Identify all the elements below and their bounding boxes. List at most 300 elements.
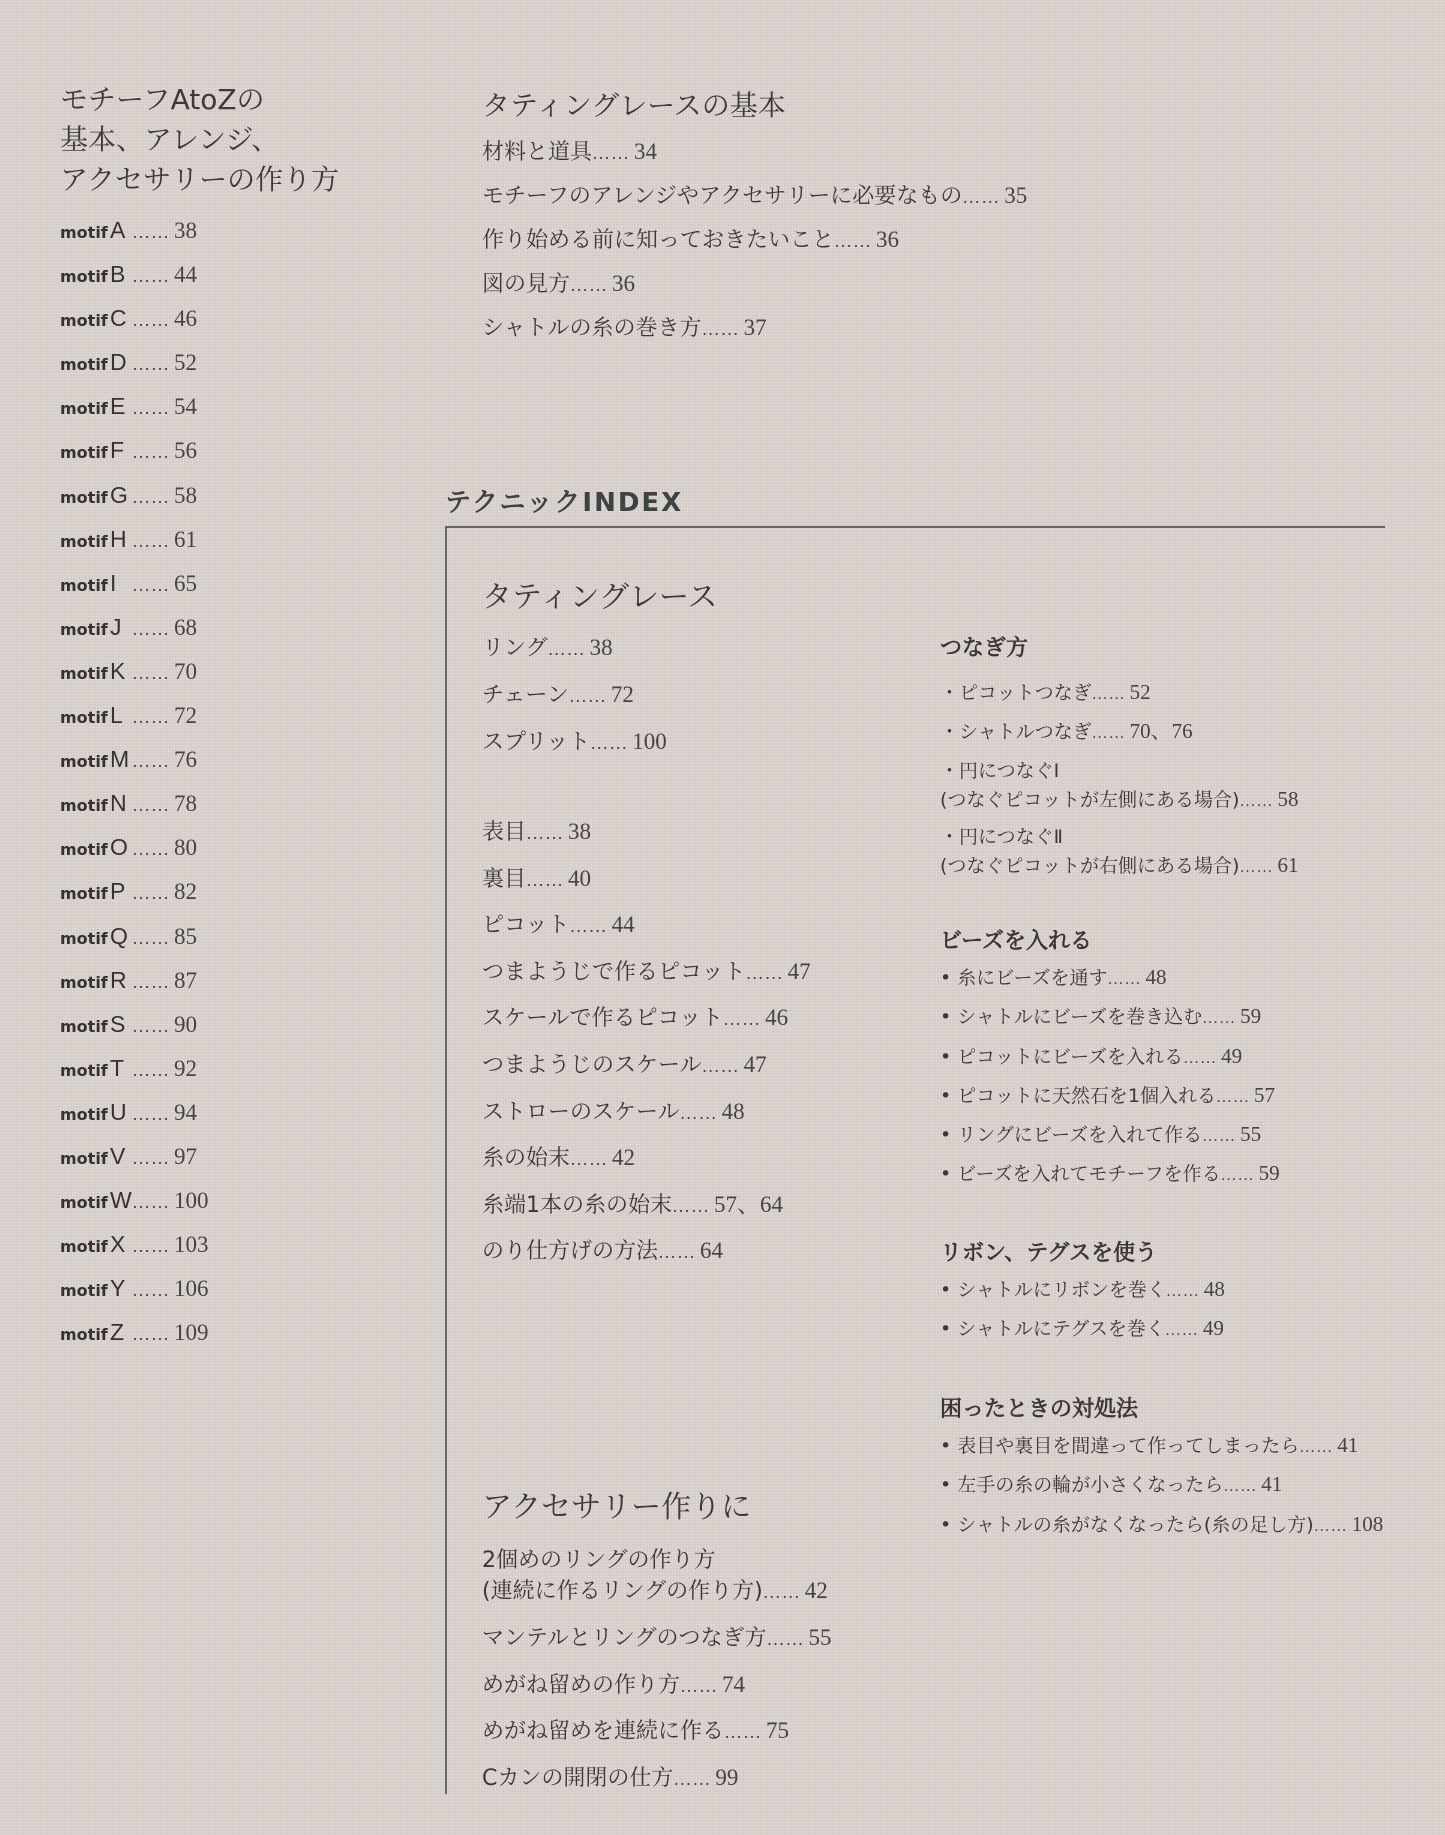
entry-label: • 糸にビーズを通す bbox=[940, 967, 1108, 989]
motif-entry bbox=[60, 523, 209, 567]
motif-letter: A bbox=[110, 217, 126, 243]
leader-dots: …… bbox=[132, 1324, 170, 1345]
page-number: 74 bbox=[722, 1671, 746, 1697]
motif-letter: Q bbox=[110, 922, 128, 949]
motif-letter: W bbox=[110, 1187, 132, 1214]
basics-list bbox=[482, 136, 1027, 356]
leader-dots: …… bbox=[132, 222, 170, 242]
entry-label: めがね留めを連続に作る bbox=[482, 1719, 725, 1744]
page-number: 59 bbox=[1258, 1161, 1280, 1186]
entry-label: • シャトルにテグスを巻く bbox=[940, 1318, 1165, 1341]
page-number: 100 bbox=[632, 729, 667, 754]
leader-dots: …… bbox=[132, 354, 170, 375]
leader-dots: …… bbox=[701, 1055, 740, 1076]
page-number: 38 bbox=[174, 218, 197, 243]
motif-label: motif bbox=[60, 796, 108, 816]
motif-entry bbox=[60, 1272, 209, 1316]
page-number: 49 bbox=[1202, 1316, 1224, 1341]
leader-dots: …… bbox=[962, 187, 1001, 207]
index-entry bbox=[940, 717, 1298, 756]
index-entry bbox=[482, 1050, 811, 1097]
leader-dots: …… bbox=[132, 795, 170, 816]
leader-dots: …… bbox=[745, 962, 784, 983]
entry-label: • ピコットにビーズを入れる bbox=[940, 1045, 1184, 1068]
leader-dots: …… bbox=[132, 662, 170, 683]
entry-label-line1: ・円につなぐⅡ bbox=[940, 825, 1063, 848]
page-number: 41 bbox=[1261, 1472, 1283, 1497]
motif-entry bbox=[60, 831, 209, 875]
title-line: 基本、アレンジ、 bbox=[60, 123, 280, 156]
leader-dots: …… bbox=[724, 1722, 763, 1742]
tatting-group1-list bbox=[482, 633, 667, 774]
page-number: 52 bbox=[1129, 680, 1151, 704]
leader-dots: …… bbox=[132, 486, 170, 507]
beads-list bbox=[940, 963, 1280, 1199]
motif-label: motif bbox=[60, 1104, 108, 1124]
index-entry bbox=[940, 1275, 1225, 1314]
index-entry bbox=[940, 823, 1298, 889]
leader-dots: …… bbox=[766, 1629, 805, 1649]
entry-label: • ピコットに天然石を1個入れる bbox=[940, 1084, 1216, 1107]
motif-entry bbox=[60, 1140, 209, 1184]
entry-label: 裏目 bbox=[482, 866, 527, 892]
motif-label: motif bbox=[60, 443, 108, 463]
entry-label: 糸端1本の糸の始末 bbox=[482, 1192, 672, 1218]
motif-letter: C bbox=[110, 305, 127, 332]
leader-dots: …… bbox=[701, 319, 740, 339]
index-entry bbox=[482, 957, 811, 1004]
index-entry bbox=[940, 1314, 1225, 1353]
motif-entry bbox=[60, 346, 209, 390]
page-number: 35 bbox=[1004, 183, 1028, 208]
motif-label: motif bbox=[60, 223, 108, 242]
index-entry bbox=[940, 1431, 1383, 1470]
page-number: 47 bbox=[743, 1051, 767, 1077]
joining-list bbox=[940, 678, 1298, 889]
page-number: 58 bbox=[1277, 786, 1299, 811]
page-number: 59 bbox=[1240, 1004, 1262, 1029]
page-number: 61 bbox=[174, 526, 197, 552]
page-number: 97 bbox=[174, 1143, 197, 1169]
leader-dots: …… bbox=[569, 916, 608, 937]
technique-rule-horizontal bbox=[445, 526, 1385, 528]
motif-letter: D bbox=[110, 349, 127, 376]
leader-dots: …… bbox=[762, 1582, 801, 1602]
entry-label: Cカンの開閉の仕方 bbox=[482, 1765, 674, 1791]
leader-dots: …… bbox=[1107, 971, 1142, 988]
motif-letter: P bbox=[110, 878, 126, 905]
motif-list bbox=[60, 214, 209, 1360]
trouble-title: 困ったときの対処法 bbox=[940, 1397, 1139, 1422]
index-entry bbox=[482, 136, 1027, 180]
motif-entry bbox=[60, 1096, 209, 1140]
leader-dots: …… bbox=[1164, 1322, 1199, 1340]
page-number: 70 bbox=[174, 658, 197, 684]
motif-letter: S bbox=[110, 1010, 126, 1037]
page-number: 61 bbox=[1277, 852, 1299, 877]
page-number: 76 bbox=[174, 747, 197, 773]
page-number: 75 bbox=[766, 1718, 790, 1743]
motif-letter: M bbox=[110, 746, 130, 773]
motif-label: motif bbox=[60, 311, 108, 331]
entry-label-line1: ・円につなぐⅠ bbox=[940, 759, 1060, 782]
page-number: 38 bbox=[589, 635, 613, 660]
entry-label: モチーフのアレンジやアクセサリーに必要なもの bbox=[482, 184, 963, 209]
technique-index-heading: テクニックINDEX bbox=[445, 488, 684, 518]
leader-dots: …… bbox=[132, 839, 170, 860]
leader-dots: …… bbox=[132, 1236, 170, 1257]
technique-rule-vertical bbox=[445, 526, 447, 1794]
motif-entry bbox=[60, 743, 209, 787]
index-entry bbox=[482, 727, 667, 774]
page-number: 46 bbox=[765, 1005, 789, 1031]
page-number: 41 bbox=[1337, 1433, 1359, 1457]
page-number: 64 bbox=[700, 1238, 724, 1264]
page-number: 56 bbox=[174, 438, 197, 464]
motif-entry bbox=[60, 567, 209, 611]
entry-label: 材料と道具 bbox=[482, 140, 593, 165]
leader-dots: …… bbox=[1223, 1478, 1258, 1496]
index-entry bbox=[482, 180, 1027, 224]
index-entry bbox=[940, 1159, 1280, 1198]
leader-dots: …… bbox=[680, 1675, 719, 1696]
leader-dots: …… bbox=[723, 1009, 762, 1030]
leader-dots: …… bbox=[1215, 1088, 1250, 1106]
entry-label: シャトルの糸の巻き方 bbox=[482, 316, 702, 341]
entry-label: ・シャトルつなぎ bbox=[940, 721, 1092, 744]
motif-entry bbox=[60, 1184, 209, 1228]
page-number: 92 bbox=[174, 1055, 197, 1081]
index-entry bbox=[482, 224, 1027, 268]
page-number: 99 bbox=[715, 1764, 739, 1790]
index-entry bbox=[940, 1042, 1280, 1081]
leader-dots: …… bbox=[132, 1059, 170, 1080]
page-number: 38 bbox=[568, 819, 592, 844]
leader-dots: …… bbox=[1165, 1283, 1200, 1300]
entry-label: つまようじで作るピコット bbox=[482, 959, 746, 985]
index-entry bbox=[940, 1120, 1280, 1159]
page-number: 78 bbox=[174, 791, 197, 817]
page-number: 57 bbox=[1253, 1082, 1275, 1107]
leader-dots: …… bbox=[673, 1768, 712, 1789]
leader-dots: …… bbox=[672, 1195, 710, 1216]
index-entry bbox=[940, 1510, 1383, 1549]
index-entry bbox=[482, 864, 811, 911]
index-entry bbox=[482, 1763, 831, 1810]
leader-dots: …… bbox=[132, 751, 170, 772]
motif-entry bbox=[60, 699, 209, 743]
entry-label: ストローのスケール bbox=[482, 1099, 680, 1125]
entry-label: スプリット bbox=[482, 730, 591, 755]
leader-dots: …… bbox=[132, 971, 170, 992]
index-entry bbox=[482, 1097, 811, 1144]
motif-letter: E bbox=[110, 393, 126, 420]
motif-letter: Z bbox=[110, 1319, 125, 1346]
accessory-title: アクセサリー作りに bbox=[482, 1490, 752, 1525]
motif-letter: Y bbox=[110, 1275, 126, 1302]
motif-letter: L bbox=[110, 702, 123, 729]
motif-label: motif bbox=[60, 1281, 108, 1301]
motif-entry bbox=[60, 479, 209, 523]
leader-dots: …… bbox=[132, 883, 170, 904]
motif-label: motif bbox=[60, 399, 108, 419]
page-number: 36 bbox=[612, 271, 636, 296]
motif-letter: B bbox=[110, 261, 126, 288]
entry-label: のり仕方げの方法 bbox=[482, 1239, 659, 1265]
page-number: 58 bbox=[174, 482, 197, 508]
entry-label: 表目 bbox=[482, 820, 527, 845]
leader-dots: …… bbox=[1202, 1010, 1237, 1028]
leader-dots: …… bbox=[132, 442, 170, 463]
page-number: 103 bbox=[174, 1232, 209, 1258]
motif-entry bbox=[60, 1052, 209, 1096]
leader-dots: …… bbox=[1183, 1049, 1218, 1067]
index-entry bbox=[482, 680, 667, 727]
entry-label: • シャトルにリボンを巻く bbox=[940, 1279, 1166, 1301]
leader-dots: …… bbox=[132, 530, 170, 551]
page-number: 42 bbox=[612, 1145, 636, 1171]
entry-label: • シャトルにビーズを巻き込む bbox=[940, 1006, 1203, 1029]
leader-dots: …… bbox=[1299, 1439, 1334, 1456]
leader-dots: …… bbox=[1239, 858, 1274, 876]
motif-entry bbox=[60, 214, 209, 258]
page-number: 109 bbox=[174, 1320, 209, 1346]
leader-dots: …… bbox=[132, 574, 170, 595]
entry-label: (つなぐピコットが右側にある場合) bbox=[940, 854, 1240, 877]
leader-dots: …… bbox=[132, 1015, 170, 1036]
motif-letter: H bbox=[110, 525, 127, 552]
leader-dots: …… bbox=[590, 733, 629, 753]
page-number: 47 bbox=[787, 958, 811, 984]
leader-dots: …… bbox=[1239, 792, 1274, 810]
motif-entry bbox=[60, 1228, 209, 1272]
entry-label: • シャトルの糸がなくなったら(糸の足し方) bbox=[940, 1513, 1314, 1536]
index-entry bbox=[482, 1670, 831, 1717]
leader-dots: …… bbox=[570, 275, 609, 295]
ribbon-list bbox=[940, 1275, 1225, 1354]
tatting-group2-list bbox=[482, 817, 811, 1283]
motif-label: motif bbox=[60, 619, 108, 639]
page-number: 85 bbox=[174, 923, 197, 949]
page-number: 100 bbox=[174, 1188, 209, 1214]
motif-letter: O bbox=[110, 834, 128, 861]
index-entry bbox=[940, 963, 1280, 1002]
page-number: 94 bbox=[174, 1099, 197, 1125]
motif-letter: G bbox=[110, 481, 128, 508]
entry-label: • 表目や裏目を間違って作ってしまったら bbox=[940, 1435, 1300, 1457]
title-line: アクセサリーの作り方 bbox=[60, 163, 340, 196]
motif-letter: V bbox=[110, 1142, 126, 1169]
motif-entry bbox=[60, 390, 209, 434]
page-number: 37 bbox=[743, 315, 767, 340]
entry-label: つまようじのスケール bbox=[482, 1052, 702, 1078]
motif-label: motif bbox=[60, 708, 108, 728]
entry-label: 糸の始末 bbox=[482, 1146, 571, 1172]
page-number: 54 bbox=[174, 394, 197, 420]
entry-label: ・ピコットつなぎ bbox=[940, 682, 1092, 704]
leader-dots: …… bbox=[1220, 1167, 1255, 1185]
index-entry bbox=[482, 1143, 811, 1190]
entry-label: 作り始める前に知っておきたいこと bbox=[482, 228, 835, 253]
index-entry bbox=[482, 633, 667, 680]
motif-letter: K bbox=[110, 657, 126, 684]
page-number: 70、76 bbox=[1129, 719, 1193, 744]
page-number: 48 bbox=[1145, 965, 1167, 989]
motif-label: motif bbox=[60, 840, 108, 860]
page-number: 44 bbox=[611, 912, 635, 938]
index-entry bbox=[940, 1081, 1280, 1120]
leader-dots: …… bbox=[526, 823, 565, 843]
motif-entry bbox=[60, 1316, 209, 1360]
motif-entry bbox=[60, 1008, 209, 1052]
page-number: 82 bbox=[174, 879, 197, 905]
entry-label: ピコット bbox=[482, 913, 570, 939]
motif-letter: F bbox=[110, 437, 125, 464]
page-number: 72 bbox=[610, 682, 634, 707]
motif-letter: J bbox=[110, 613, 122, 640]
index-entry bbox=[940, 757, 1298, 823]
leader-dots: …… bbox=[132, 310, 170, 331]
motif-label: motif bbox=[60, 355, 108, 375]
motif-entry bbox=[60, 964, 209, 1008]
leader-dots: …… bbox=[132, 707, 170, 728]
leader-dots: …… bbox=[592, 143, 631, 163]
leader-dots: …… bbox=[1091, 686, 1126, 703]
leader-dots: …… bbox=[132, 266, 170, 287]
entry-label: チェーン bbox=[482, 683, 569, 708]
motif-label: motif bbox=[60, 531, 108, 551]
leader-dots: …… bbox=[132, 1103, 170, 1124]
motif-entry bbox=[60, 920, 209, 964]
page-number: 57、64 bbox=[714, 1191, 783, 1217]
motif-letter: I bbox=[110, 569, 117, 596]
motif-letter: T bbox=[110, 1054, 125, 1081]
entry-label: めがね留めの作り方 bbox=[482, 1672, 681, 1698]
index-entry bbox=[482, 817, 811, 864]
motif-entry bbox=[60, 302, 209, 346]
leader-dots: …… bbox=[132, 618, 170, 639]
entry-label: • ビーズを入れてモチーフを作る bbox=[940, 1163, 1221, 1186]
page-number: 40 bbox=[568, 865, 592, 891]
trouble-list bbox=[940, 1431, 1383, 1549]
leader-dots: …… bbox=[658, 1242, 697, 1263]
index-entry bbox=[482, 1623, 831, 1670]
leader-dots: …… bbox=[526, 869, 565, 890]
motif-label: motif bbox=[60, 928, 108, 948]
motif-entry bbox=[60, 875, 209, 919]
motif-entry bbox=[60, 434, 209, 478]
motif-letter: X bbox=[110, 1231, 126, 1258]
motif-label: motif bbox=[60, 1148, 108, 1168]
page-number: 49 bbox=[1221, 1043, 1243, 1068]
page-number: 108 bbox=[1351, 1511, 1384, 1536]
motif-label: motif bbox=[60, 267, 108, 287]
tatting-title: タティングレース bbox=[482, 580, 718, 615]
entry-label: (連続に作るリングの作り方) bbox=[482, 1579, 763, 1604]
motif-label: motif bbox=[60, 487, 108, 507]
page-number: 55 bbox=[1240, 1122, 1262, 1147]
page-number: 48 bbox=[1203, 1277, 1225, 1301]
entry-label: マンテルとリングのつなぎ方 bbox=[482, 1626, 767, 1651]
leader-dots: …… bbox=[679, 1102, 718, 1123]
motif-label: motif bbox=[60, 1325, 108, 1345]
page-number: 34 bbox=[634, 139, 658, 164]
motif-entry bbox=[60, 258, 209, 302]
title-line: モチーフAtoZの bbox=[60, 83, 265, 116]
index-entry bbox=[482, 910, 811, 957]
motif-entry bbox=[60, 655, 209, 699]
index-entry bbox=[482, 1716, 831, 1763]
joining-title: つなぎ方 bbox=[940, 636, 1029, 661]
leader-dots: …… bbox=[1091, 725, 1126, 743]
motif-label: motif bbox=[60, 1237, 108, 1257]
leader-dots: …… bbox=[132, 1280, 170, 1301]
motif-entry bbox=[60, 787, 209, 831]
leader-dots: …… bbox=[1202, 1128, 1237, 1146]
entry-label: 図の見方 bbox=[482, 272, 571, 297]
index-entry bbox=[482, 1003, 811, 1050]
page-number: 48 bbox=[721, 1098, 745, 1124]
basics-title: タティングレースの基本 bbox=[482, 89, 786, 122]
motif-label: motif bbox=[60, 663, 108, 683]
entry-label: • リングにビーズを入れて作る bbox=[940, 1124, 1203, 1147]
index-entry bbox=[482, 312, 1027, 356]
index-entry bbox=[940, 1470, 1383, 1509]
index-entry bbox=[482, 1236, 811, 1283]
page-number: 42 bbox=[804, 1578, 828, 1603]
motif-section-title bbox=[60, 80, 400, 200]
motif-label: motif bbox=[60, 1060, 108, 1080]
entry-label: • 左手の糸の輪が小さくなったら bbox=[940, 1474, 1224, 1497]
entry-label-line1: 2個めのリングの作り方 bbox=[482, 1548, 716, 1573]
motif-letter: U bbox=[110, 1098, 127, 1125]
motif-letter: R bbox=[110, 966, 127, 993]
leader-dots: …… bbox=[132, 398, 170, 419]
motif-label: motif bbox=[60, 972, 108, 992]
leader-dots: …… bbox=[1313, 1517, 1348, 1535]
entry-label: (つなぐピコットが左側にある場合) bbox=[940, 788, 1240, 811]
page-number: 52 bbox=[174, 350, 197, 376]
motif-label: motif bbox=[60, 575, 108, 595]
page-number: 87 bbox=[174, 967, 197, 993]
motif-label: motif bbox=[60, 1016, 108, 1036]
leader-dots: …… bbox=[547, 639, 586, 659]
page-number: 72 bbox=[174, 703, 197, 729]
index-entry bbox=[482, 268, 1027, 312]
motif-label: motif bbox=[60, 752, 108, 772]
index-entry bbox=[482, 1190, 811, 1237]
page-number: 55 bbox=[808, 1625, 832, 1650]
page-number: 46 bbox=[174, 306, 197, 332]
motif-entry bbox=[60, 611, 209, 655]
entry-label: スケールで作るピコット bbox=[482, 1006, 724, 1032]
page-number: 44 bbox=[174, 262, 197, 288]
leader-dots: …… bbox=[568, 686, 607, 706]
page-number: 68 bbox=[174, 614, 197, 640]
beads-title: ビーズを入れる bbox=[940, 929, 1093, 954]
entry-label: リング bbox=[482, 636, 548, 661]
index-entry bbox=[940, 1002, 1280, 1041]
ribbon-title: リボン、テグスを使う bbox=[940, 1241, 1158, 1266]
index-entry bbox=[940, 678, 1298, 717]
page-number: 80 bbox=[174, 835, 197, 861]
leader-dots: …… bbox=[834, 231, 873, 251]
page-number: 90 bbox=[174, 1011, 197, 1037]
leader-dots: …… bbox=[132, 927, 170, 948]
leader-dots: …… bbox=[132, 1192, 170, 1213]
page-number: 36 bbox=[876, 227, 900, 252]
accessory-list bbox=[482, 1546, 831, 1809]
